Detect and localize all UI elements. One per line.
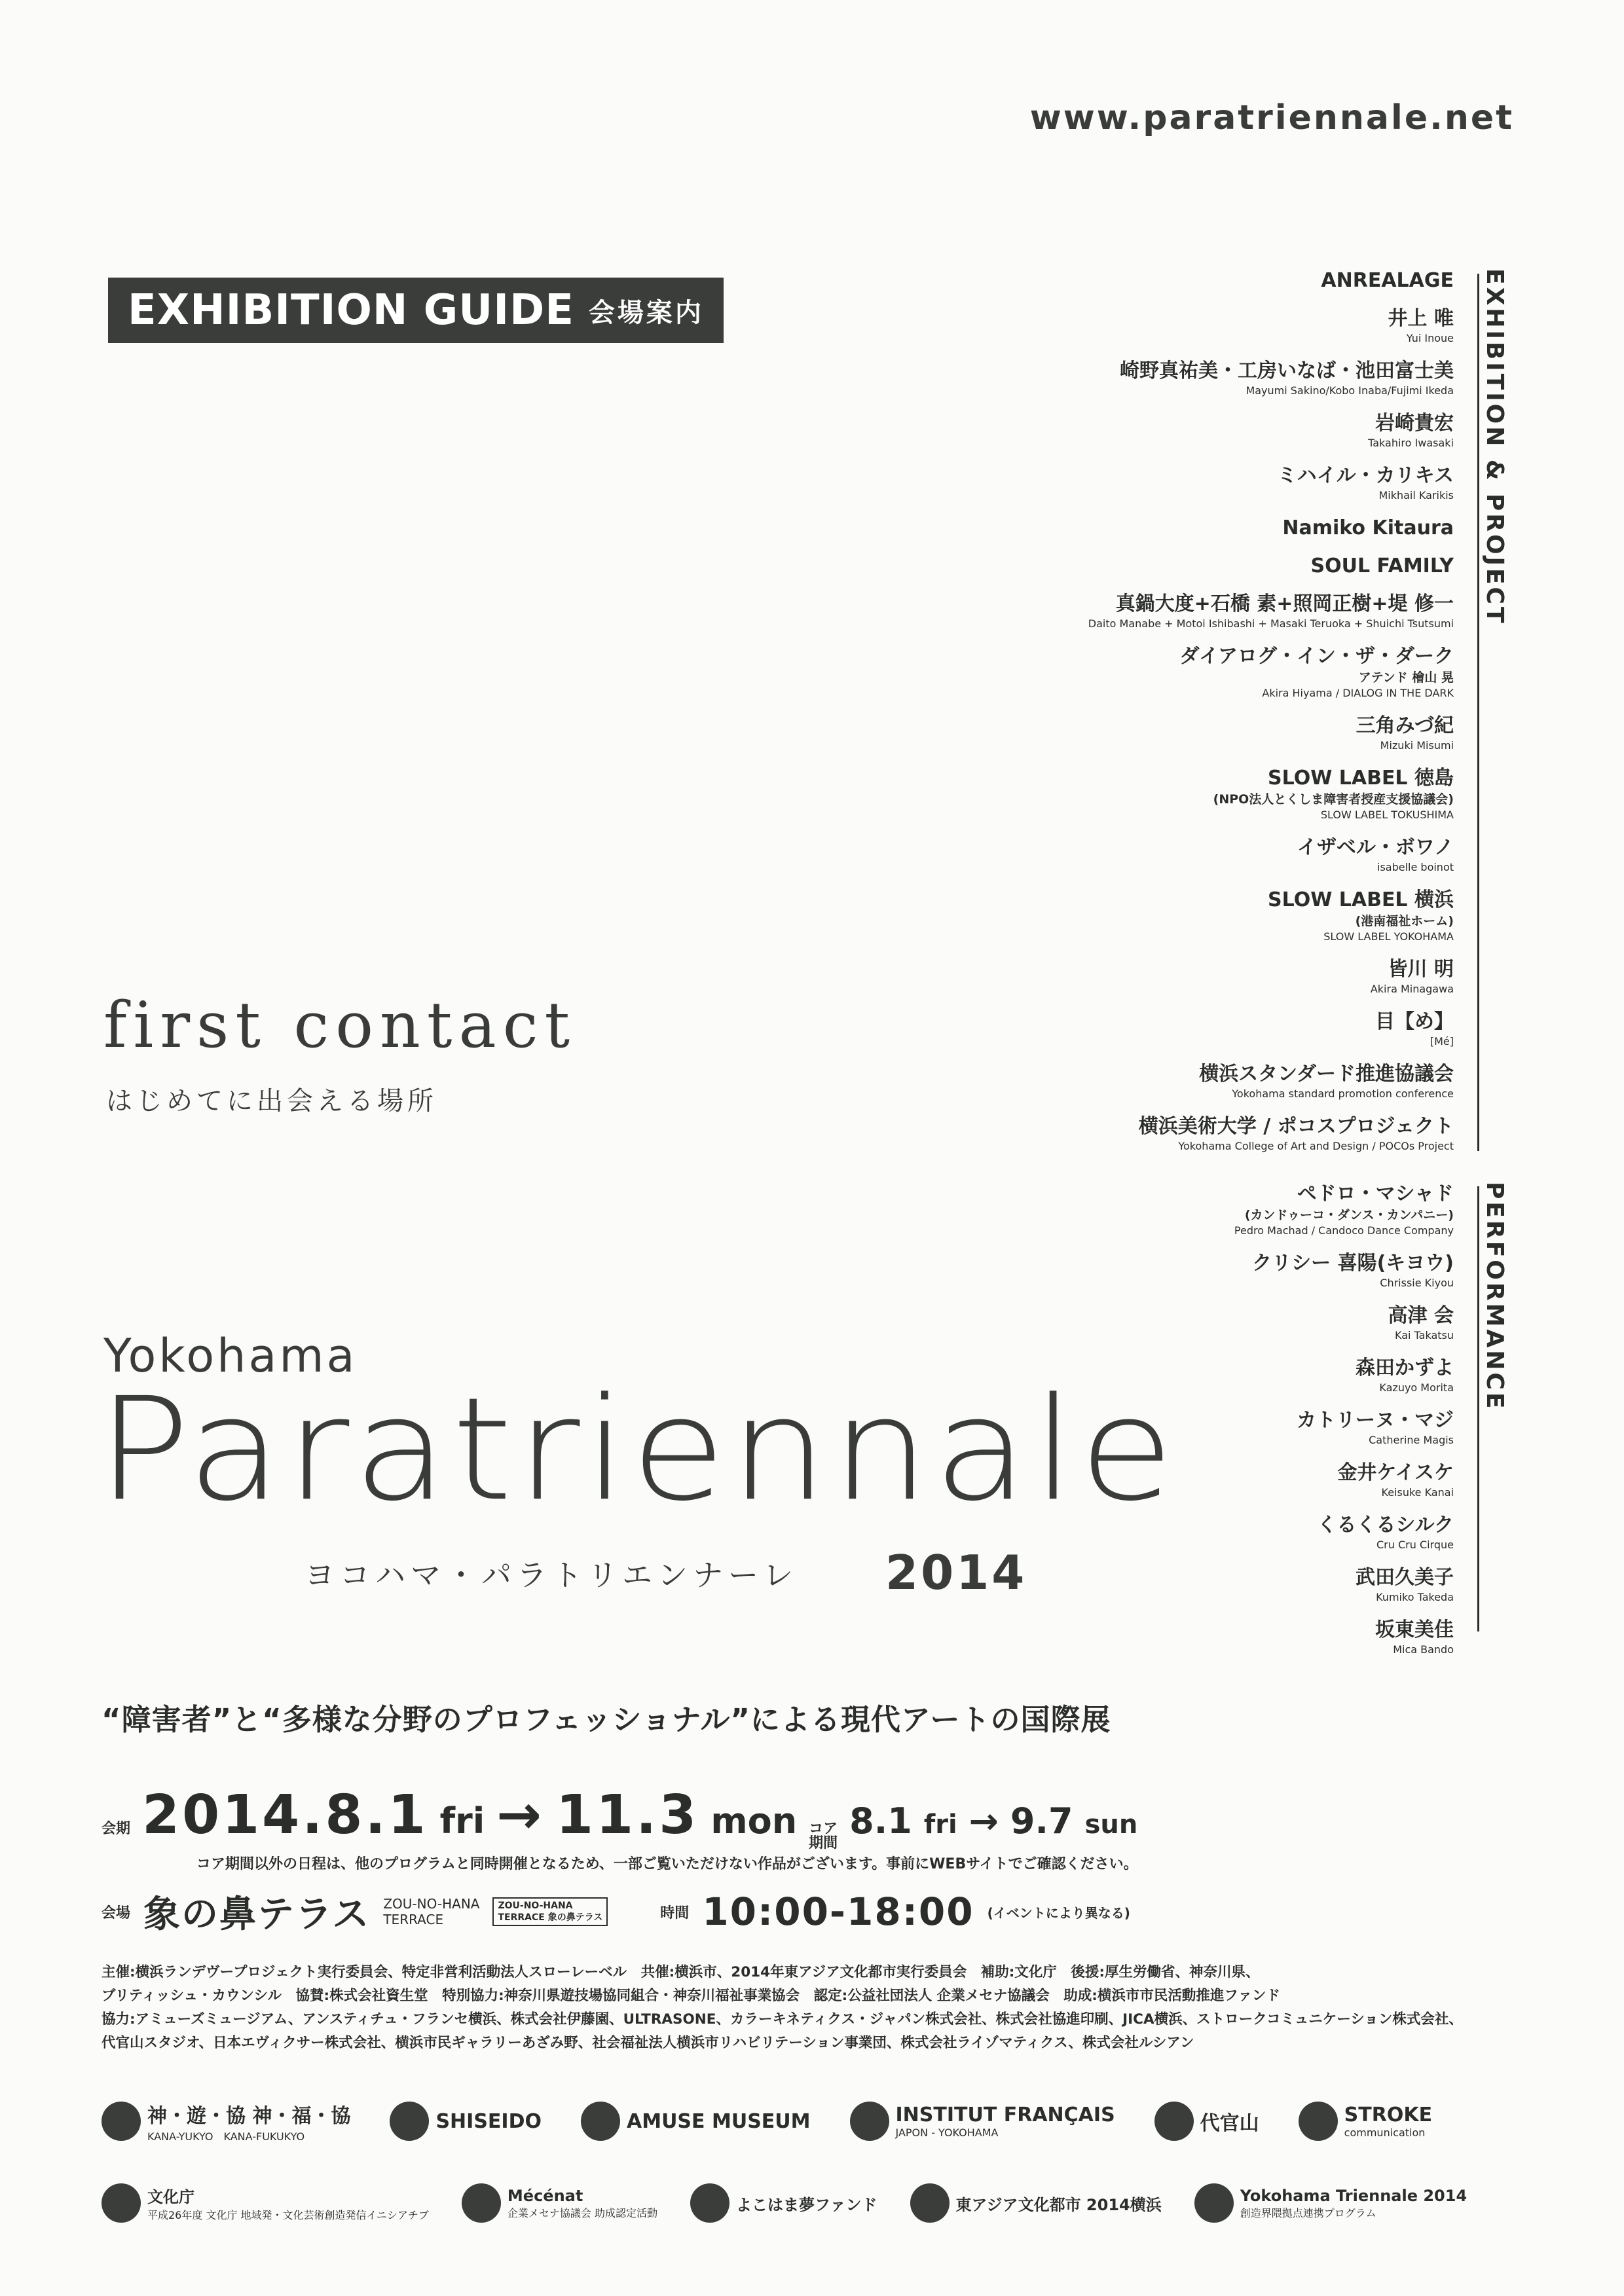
artist-name-en: Yui Inoue xyxy=(1406,332,1454,344)
artist-entry xyxy=(1088,592,1454,631)
start-day: fri xyxy=(439,1800,485,1842)
artist-name: SLOW LABEL 横浜 xyxy=(1268,888,1454,911)
logo-subtext: communication xyxy=(1344,2126,1426,2139)
artist-name-en: Kai Takatsu xyxy=(1394,1329,1454,1341)
sponsor-logos-row2 xyxy=(101,2164,1522,2242)
artist-entry xyxy=(1234,1356,1454,1395)
venue-label: 会場 xyxy=(101,1904,131,1922)
artist-name-en: Kazuyo Morita xyxy=(1379,1381,1454,1394)
artist-name: 皆川 明 xyxy=(1388,958,1454,981)
artist-entry xyxy=(1088,835,1454,875)
event-name-ruby: ヨコハマ・パラトリエンナーレ xyxy=(304,1558,799,1593)
artist-name-en: Chrissie Kiyou xyxy=(1380,1277,1454,1289)
core-start: 8.1 xyxy=(849,1800,912,1842)
first-contact-title: first contact xyxy=(103,989,577,1062)
logo-mark-icon xyxy=(1194,2183,1234,2223)
sponsor-logos-row1 xyxy=(101,2088,1522,2154)
venue-logo-badge xyxy=(492,1897,608,1926)
artist-entry xyxy=(1088,957,1454,996)
logo-mark-icon xyxy=(101,2183,141,2223)
logo-text xyxy=(1344,2104,1432,2139)
artist-name: くるくるシルク xyxy=(1317,1514,1454,1537)
logo-mark-icon xyxy=(1154,2102,1194,2141)
artist-name: 横浜スタンダード推進協議会 xyxy=(1199,1063,1454,1085)
artist-name-en: Catherine Magis xyxy=(1369,1434,1454,1446)
credit-line: 協力:アミューズミュージアム、アンスティチュ・フランセ横浜、株式会社伊藤園、ULTRASONE、カラーキネティクス・ジャパン株式会社、株式会社協進印刷、JICA横浜、ストロークコミュニケーション株式会社、 xyxy=(101,2011,1463,2028)
sponsor-logo xyxy=(390,2102,542,2141)
venue-row xyxy=(101,1886,1130,1938)
artist-name-en: Mizuki Misumi xyxy=(1380,739,1454,752)
artist-name: イザベル・ボワノ xyxy=(1297,836,1454,859)
artist-entry xyxy=(1088,359,1454,398)
artist-name: 真鍋大度+石橋 素+照岡正樹+堤 修一 xyxy=(1115,592,1454,615)
logo-name: Mécénat xyxy=(507,2186,583,2205)
artist-name-en: Mica Bando xyxy=(1393,1643,1454,1656)
artist-entry xyxy=(1088,411,1454,450)
performance-artist-list xyxy=(1234,1182,1454,1670)
artist-name-en: Pedro Machad / Candoco Dance Company xyxy=(1234,1224,1454,1237)
artist-name: SOUL FAMILY xyxy=(1310,555,1454,577)
sponsor-logo xyxy=(1299,2102,1432,2141)
artist-name: 井上 唯 xyxy=(1388,307,1454,330)
logo-subtext: 平成26年度 文化庁 地域発・文化芸術創造発信イニシアチブ xyxy=(147,2209,429,2221)
artist-name: 金井ケイスケ xyxy=(1337,1461,1454,1484)
artist-entry xyxy=(1088,888,1454,944)
logo-mark-icon xyxy=(390,2102,429,2141)
logo-text xyxy=(435,2110,542,2133)
logo-text xyxy=(147,2184,429,2222)
sponsor-logo xyxy=(101,2100,350,2143)
core-start-day: fri xyxy=(923,1810,957,1840)
logo-text xyxy=(507,2187,657,2220)
logo-mark-icon xyxy=(1299,2102,1338,2141)
artist-name: 坂東美佳 xyxy=(1375,1618,1454,1641)
performance-divider xyxy=(1477,1186,1479,1631)
venue-badge-line2: TERRACE 象の鼻テラス xyxy=(498,1912,603,1923)
core-end-day: sun xyxy=(1084,1810,1138,1840)
logo-text xyxy=(147,2100,350,2143)
opening-hours-note: (イベントにより異なる) xyxy=(987,1904,1130,1921)
artist-name-en: Cru Cru Cirque xyxy=(1376,1539,1454,1551)
venue-name-en xyxy=(383,1896,479,1927)
logo-mark-icon xyxy=(690,2183,729,2223)
tagline: “障害者”と“多様な分野のプロフェッショナル”による現代アートの国際展 xyxy=(101,1702,1111,1737)
artist-entry xyxy=(1234,1303,1454,1343)
artist-name: 森田かずよ xyxy=(1356,1357,1454,1379)
logo-subtext: JAPON - YOKOHAMA xyxy=(895,2126,999,2139)
logo-name: STROKE xyxy=(1344,2104,1433,2126)
artist-name-en: [Mé] xyxy=(1430,1035,1454,1048)
logo-name: INSTITUT FRANÇAIS xyxy=(895,2104,1115,2126)
artist-name-en: Akira Hiyama / DIALOG IN THE DARK xyxy=(1262,687,1454,699)
logo-name: AMUSE MUSEUM xyxy=(627,2109,811,2133)
event-name-logo: Paratriennale xyxy=(97,1366,1178,1533)
core-end: 9.7 xyxy=(1010,1800,1073,1842)
artist-name-en: Mikhail Karikis xyxy=(1378,489,1454,501)
artist-note: (港南福祉ホーム) xyxy=(1355,914,1454,928)
artist-name-en: Akira Minagawa xyxy=(1370,983,1454,995)
end-date: 11.3 xyxy=(556,1784,699,1846)
sponsor-logo xyxy=(581,2102,811,2141)
schedule-row xyxy=(101,1784,1137,1851)
sponsor-logo xyxy=(462,2183,657,2223)
logo-text xyxy=(1240,2187,1467,2220)
guide-title-en: EXHIBITION GUIDE xyxy=(128,286,574,335)
artist-name: ペドロ・マシャド xyxy=(1297,1182,1454,1205)
artist-name-en: Keisuke Kanai xyxy=(1381,1486,1454,1499)
arrow-icon: → xyxy=(496,1784,545,1846)
artist-name-en: SLOW LABEL YOKOHAMA xyxy=(1323,930,1454,943)
logo-text xyxy=(1200,2107,1259,2136)
credit-line: 代官山スタジオ、日本エヴィクサー株式会社、横浜市民ギャラリーあざみ野、社会福祉法人横浜市リハビリテーション事業団、株式会社ライゾマティクス、株式会社ルシアン xyxy=(101,2035,1194,2051)
logo-name: よこはま夢ファンド xyxy=(736,2195,877,2214)
artist-name: 高津 会 xyxy=(1388,1304,1454,1327)
core-label: コア期間 xyxy=(809,1821,838,1851)
venue-name-en-line1: ZOU-NO-HANA xyxy=(383,1896,480,1912)
logo-name: 文化庁 xyxy=(147,2188,194,2206)
artist-name-en: Daito Manabe + Motoi Ishibashi + Masaki Teruoka + Shuichi Tsutsumi xyxy=(1088,617,1454,630)
first-contact-subtitle: はじめてに出会える場所 xyxy=(106,1086,437,1116)
artist-name: 三角みづ紀 xyxy=(1356,714,1454,737)
website-url[interactable]: www.paratriennale.net xyxy=(1029,98,1514,137)
artist-entry xyxy=(1088,464,1454,503)
event-year: 2014 xyxy=(885,1545,1027,1600)
credit-line: 主催:横浜ランデヴープロジェクト実行委員会、特定非営利活動法人スローレーベル 共催:横浜市、2014年東アジア文化都市実行委員会 補助:文化庁 後援:厚生労働省、神奈川県、 xyxy=(101,1964,1260,1980)
artist-entry xyxy=(1234,1565,1454,1605)
artist-entry xyxy=(1234,1182,1454,1238)
artist-name-en: Yokohama College of Art and Design / POCOs Project xyxy=(1178,1140,1454,1152)
sponsor-logo xyxy=(690,2183,877,2223)
logo-subtext: KANA-YUKYO KANA-FUKUKYO xyxy=(147,2130,305,2143)
credits-block xyxy=(101,1961,1522,2055)
logo-text xyxy=(736,2192,877,2215)
sponsor-logo xyxy=(1194,2183,1467,2223)
logo-text xyxy=(627,2110,811,2133)
artist-name: カトリーヌ・マジ xyxy=(1297,1409,1454,1432)
logo-name: Yokohama Triennale 2014 xyxy=(1240,2186,1467,2205)
end-day: mon xyxy=(710,1800,798,1842)
artist-name: 目【め】 xyxy=(1375,1010,1454,1033)
artist-entry xyxy=(1234,1513,1454,1552)
artist-entry xyxy=(1234,1461,1454,1500)
guide-title-jp: 会場案内 xyxy=(588,297,704,328)
artist-entry xyxy=(1088,554,1454,579)
artist-entry xyxy=(1234,1618,1454,1657)
artist-entry xyxy=(1234,1251,1454,1290)
artist-entry xyxy=(1088,268,1454,293)
logo-name: SHISEIDO xyxy=(435,2109,542,2133)
artist-name: 武田久美子 xyxy=(1356,1566,1454,1589)
venue-name: 象の鼻テラス xyxy=(143,1893,371,1936)
venue-name-en-line2: TERRACE xyxy=(383,1912,444,1927)
artist-name-en: Mayumi Sakino/Kobo Inaba/Fujimi Ikeda xyxy=(1246,384,1454,397)
artist-entry xyxy=(1088,1010,1454,1049)
artist-name: ミハイル・カリキス xyxy=(1277,464,1454,487)
logo-subtext: 企業メセナ協議会 助成認定活動 xyxy=(507,2206,657,2219)
logo-mark-icon xyxy=(581,2102,620,2141)
logo-text xyxy=(956,2192,1162,2215)
logo-mark-icon xyxy=(910,2183,950,2223)
artist-entry xyxy=(1088,1114,1454,1154)
exhibition-divider xyxy=(1477,274,1479,1151)
exhibition-artist-list xyxy=(1088,268,1454,1167)
artist-note: (カンドゥーコ・ダンス・カンパニー) xyxy=(1244,1208,1454,1222)
sponsor-logo xyxy=(1154,2102,1259,2141)
performance-section-label: PERFORMANCE xyxy=(1481,1182,1508,1412)
logo-subtext: 創造界隈拠点連携プログラム xyxy=(1240,2206,1376,2219)
artist-name: ダイアログ・イン・ザ・ダーク xyxy=(1179,645,1454,668)
start-date: 2014.8.1 xyxy=(142,1784,428,1846)
artist-entry xyxy=(1234,1408,1454,1448)
logo-name: 神・遊・協 神・福・協 xyxy=(147,2104,351,2128)
artist-name: SLOW LABEL 徳島 xyxy=(1268,767,1454,790)
period-label: 会期 xyxy=(101,1821,131,1837)
logo-name: 代官山 xyxy=(1200,2112,1259,2135)
artist-entry xyxy=(1088,306,1454,346)
logo-mark-icon xyxy=(462,2183,501,2223)
artist-name-en: isabelle boinot xyxy=(1377,861,1454,873)
artist-entry xyxy=(1088,766,1454,822)
time-label: 時間 xyxy=(660,1904,690,1922)
sponsor-logo xyxy=(101,2183,429,2223)
artist-name: ANREALAGE xyxy=(1321,269,1454,292)
artist-name: 横浜美術大学 / ポコスプロジェクト xyxy=(1138,1115,1454,1138)
artist-name: 崎野真祐美・工房いなば・池田富士美 xyxy=(1120,359,1454,382)
artist-name: Namiko Kitaura xyxy=(1282,517,1454,539)
logo-mark-icon xyxy=(101,2102,141,2141)
logo-text xyxy=(896,2104,1115,2139)
credit-line: ブリティッシュ・カウンシル 協賛:株式会社資生堂 特別協力:神奈川県遊技場協同組合・神奈川福祉事業協会 認定:公益社団法人 企業メセナ協議会 助成:横浜市市民活動推進ファンド xyxy=(101,1988,1280,2004)
artist-note: (NPO法人とくしま障害者授産支援協議会) xyxy=(1213,792,1454,807)
artist-entry xyxy=(1088,1062,1454,1101)
venue-badge-line1: ZOU-NO-HANA xyxy=(498,1901,573,1911)
artist-name: クリシー 喜陽(キヨウ) xyxy=(1252,1252,1454,1275)
artist-note: アテンド 檜山 晃 xyxy=(1358,670,1454,685)
event-city: Yokohama xyxy=(103,1329,358,1383)
artist-name-en: Yokohama standard promotion conference xyxy=(1232,1087,1454,1100)
schedule-note: コア期間以外の日程は、他のプログラムと同時開催となるため、一部ご覧いただけない作品がございます。事前にWEBサイトでご確認ください。 xyxy=(196,1856,1138,1872)
artist-name-en: SLOW LABEL TOKUSHIMA xyxy=(1320,809,1454,821)
sponsor-logo xyxy=(850,2102,1115,2141)
opening-hours: 10:00-18:00 xyxy=(702,1889,974,1934)
exhibition-guide-banner xyxy=(108,278,724,343)
core-arrow-icon: → xyxy=(969,1800,999,1842)
artist-entry xyxy=(1088,644,1454,701)
logo-mark-icon xyxy=(850,2102,889,2141)
logo-name: 東アジア文化都市 2014横浜 xyxy=(955,2195,1162,2214)
artist-name-en: Takahiro Iwasaki xyxy=(1368,437,1454,449)
artist-entry xyxy=(1088,714,1454,753)
artist-name: 岩崎貴宏 xyxy=(1375,412,1454,435)
artist-name-en: Kumiko Takeda xyxy=(1376,1591,1454,1603)
artist-entry xyxy=(1088,516,1454,541)
exhibition-section-label: EXHIBITION & PROJECT xyxy=(1481,268,1508,626)
sponsor-logo xyxy=(910,2183,1162,2223)
